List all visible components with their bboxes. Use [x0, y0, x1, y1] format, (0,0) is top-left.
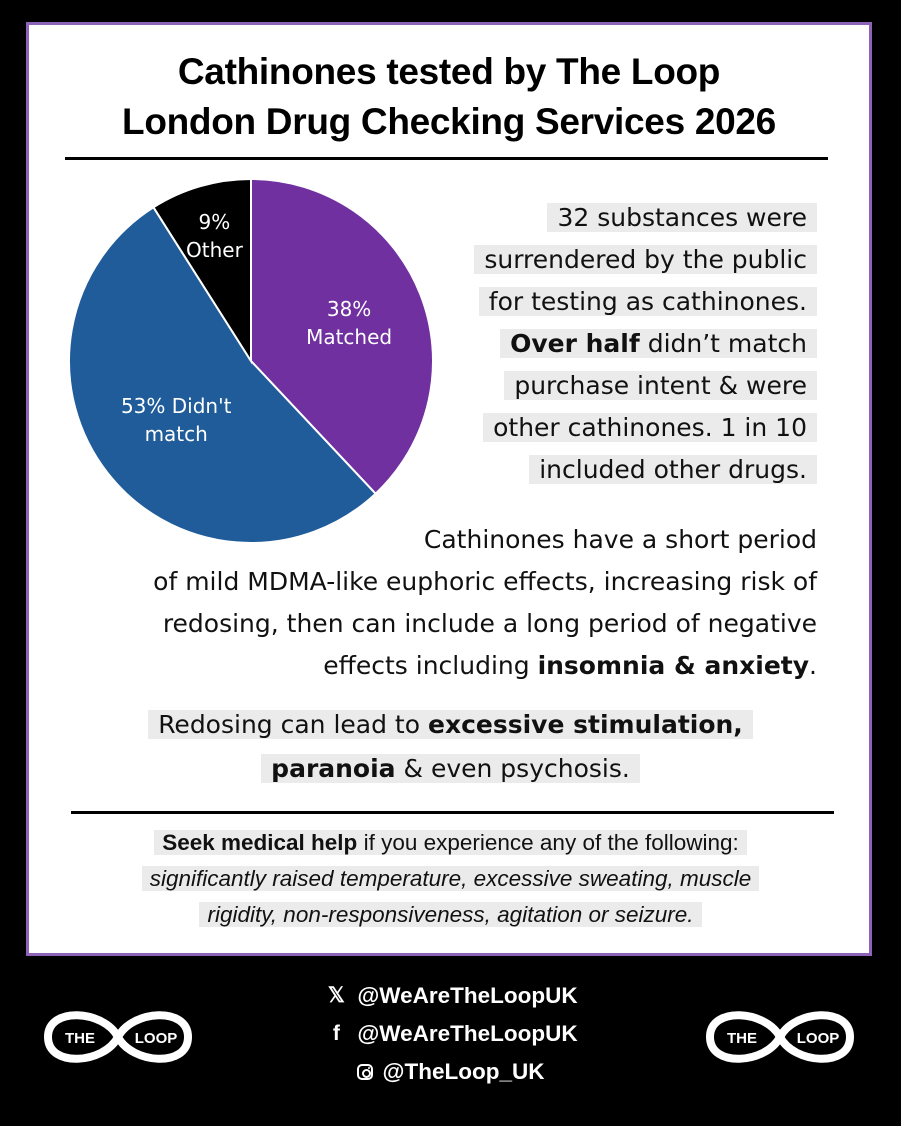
- effects-line-1: Cathinones have a short period: [423, 525, 817, 554]
- instagram-icon: [357, 1064, 373, 1080]
- effects-line-2: of mild MDMA-like euphoric effects, increasing risk of: [153, 567, 817, 596]
- summary-line-7: included other drugs.: [539, 455, 807, 484]
- social-x[interactable]: [300, 976, 601, 1014]
- medical-advice: [69, 825, 832, 933]
- infographic-card: [26, 22, 872, 956]
- social-handles: [300, 976, 601, 1090]
- redosing-emphasis-1: excessive stimulation,: [427, 710, 743, 739]
- symptoms-line-1: significantly raised temperature, excessive sweating, muscle: [149, 866, 752, 891]
- effects-line-4-end: .: [809, 651, 817, 680]
- instagram-handle: @TheLoop_UK: [382, 1059, 545, 1085]
- pie-chart: [65, 175, 437, 547]
- summary-line-1: 32 substances were: [557, 203, 807, 232]
- social-facebook[interactable]: [300, 1014, 601, 1052]
- effects-line-3: redosing, then can include a long period of negative: [162, 609, 817, 638]
- pie-label-other: 9% Other: [186, 210, 243, 263]
- the-loop-logo: [44, 1000, 192, 1074]
- summary-line-6: other cathinones. 1 in 10: [493, 413, 807, 442]
- pie-label-didnt-match: 53% Didn't match: [120, 394, 232, 446]
- x-icon: 𝕏: [327, 984, 345, 1008]
- logo-text-the: THE: [727, 1030, 757, 1047]
- x-handle: @WeAreTheLoopUK: [357, 983, 578, 1009]
- title-line-1: Cathinones tested by The Loop: [177, 51, 721, 92]
- redosing-tail: & even psychosis.: [395, 754, 630, 783]
- facebook-handle: @WeAreTheLoopUK: [357, 1021, 578, 1047]
- pie-label-matched: 38% Matched: [306, 297, 393, 350]
- social-instagram[interactable]: [300, 1052, 601, 1090]
- redosing-emphasis-2: paranoia: [271, 754, 396, 783]
- summary-line-2: surrendered by the public: [484, 245, 807, 274]
- summary-line-5: purchase intent & were: [514, 371, 807, 400]
- logo-text-loop: LOOP: [796, 1030, 840, 1047]
- title-line-2: London Drug Checking Services 2026: [122, 101, 776, 142]
- effects-line-4: effects including: [323, 651, 538, 680]
- divider-bottom: [71, 811, 834, 814]
- medical-lead: if you experience any of the following:: [357, 830, 739, 855]
- logo-text-loop: LOOP: [134, 1030, 178, 1047]
- redosing-lead: Redosing can lead to: [158, 710, 428, 739]
- medical-emphasis: Seek medical help: [162, 830, 358, 855]
- summary-line-4: didn’t match: [639, 329, 807, 358]
- effects-text: [57, 519, 817, 687]
- the-loop-logo: [706, 1000, 854, 1074]
- summary-text: [397, 197, 817, 491]
- page-title: [29, 47, 869, 147]
- facebook-icon: f: [332, 1022, 340, 1046]
- summary-emphasis: Over half: [510, 329, 640, 358]
- logo-text-the: THE: [65, 1030, 95, 1047]
- summary-line-3: for testing as cathinones.: [488, 287, 807, 316]
- redosing-warning: [69, 703, 832, 791]
- symptoms-line-2: rigidity, non-responsiveness, agitation or seizure.: [207, 902, 694, 927]
- effects-emphasis: insomnia & anxiety: [537, 651, 810, 680]
- divider-top: [65, 157, 828, 160]
